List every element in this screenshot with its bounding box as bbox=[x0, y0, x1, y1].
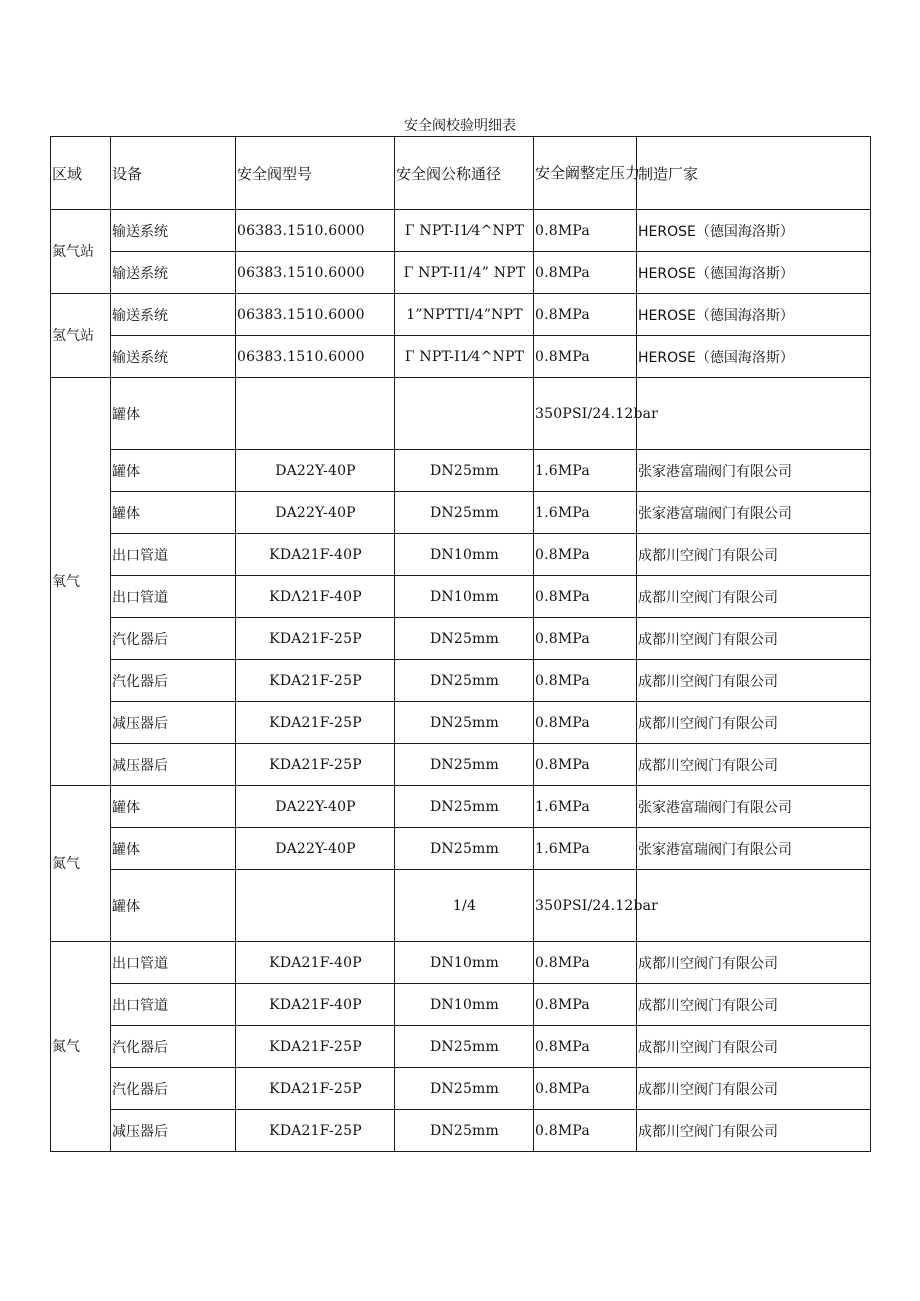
model-cell: KDA21F-40P bbox=[236, 942, 395, 984]
set-pressure-cell: 1.6MPa bbox=[534, 786, 637, 828]
equipment-cell: 减压器后 bbox=[111, 744, 236, 786]
nominal-diameter-cell: DN25mm bbox=[395, 1068, 534, 1110]
model-cell: DA22Y-40P bbox=[236, 786, 395, 828]
set-pressure-cell: 0.8MPa bbox=[534, 252, 637, 294]
nominal-diameter-cell: Γ NPT-I1⁄4^NPT bbox=[395, 210, 534, 252]
equipment-cell: 出口管道 bbox=[111, 984, 236, 1026]
nominal-diameter-cell: DN25mm bbox=[395, 1110, 534, 1152]
set-pressure-cell: 350PSI/24.12bar bbox=[534, 378, 637, 450]
set-pressure-cell: 1.6MPa bbox=[534, 492, 637, 534]
nominal-diameter-cell: DN25mm bbox=[395, 786, 534, 828]
manufacturer-cell: 成都川空阀门有限公司 bbox=[637, 702, 871, 744]
model-cell: 06383.1510.6000 bbox=[236, 210, 395, 252]
nominal-diameter-cell: DN10mm bbox=[395, 984, 534, 1026]
set-pressure-cell: 0.8MPa bbox=[534, 744, 637, 786]
set-pressure-cell: 350PSI/24.12bar bbox=[534, 870, 637, 942]
model-cell: 06383.1510.6000 bbox=[236, 252, 395, 294]
equipment-cell: 输送系统 bbox=[111, 252, 236, 294]
equipment-cell: 输送系统 bbox=[111, 336, 236, 378]
area-cell: 氮气 bbox=[51, 786, 111, 942]
manufacturer-cell: 成都川空阀门有限公司 bbox=[637, 576, 871, 618]
model-cell bbox=[236, 378, 395, 450]
valve-inspection-table bbox=[50, 136, 871, 1152]
table-row bbox=[51, 576, 871, 618]
set-pressure-cell: 1.6MPa bbox=[534, 828, 637, 870]
set-pressure-cell: 0.8MPa bbox=[534, 660, 637, 702]
manufacturer-cell: HEROSE（德国海洛斯） bbox=[637, 336, 871, 378]
nominal-diameter-cell: DN25mm bbox=[395, 450, 534, 492]
equipment-cell: 减压器后 bbox=[111, 1110, 236, 1152]
header-model: 安全阀型号 bbox=[236, 137, 395, 210]
table-row bbox=[51, 786, 871, 828]
table-row bbox=[51, 450, 871, 492]
equipment-cell: 罐体 bbox=[111, 786, 236, 828]
set-pressure-cell: 0.8MPa bbox=[534, 1110, 637, 1152]
header-equipment: 设备 bbox=[111, 137, 236, 210]
table-row bbox=[51, 492, 871, 534]
table-row bbox=[51, 702, 871, 744]
equipment-cell: 出口管道 bbox=[111, 534, 236, 576]
manufacturer-cell: HEROSE（德国海洛斯） bbox=[637, 210, 871, 252]
model-cell: KDA21F-25P bbox=[236, 744, 395, 786]
model-cell: KDA21F-25P bbox=[236, 1110, 395, 1152]
equipment-cell: 出口管道 bbox=[111, 942, 236, 984]
header-row bbox=[51, 137, 871, 210]
manufacturer-cell: 张家港富瑞阀门有限公司 bbox=[637, 492, 871, 534]
table-row bbox=[51, 870, 871, 942]
equipment-cell: 罐体 bbox=[111, 450, 236, 492]
equipment-cell: 罐体 bbox=[111, 828, 236, 870]
table-row bbox=[51, 984, 871, 1026]
model-cell bbox=[236, 870, 395, 942]
manufacturer-cell: 成都川空阀门有限公司 bbox=[637, 744, 871, 786]
model-cell: KDA21F-25P bbox=[236, 1026, 395, 1068]
manufacturer-cell: 张家港富瑞阀门有限公司 bbox=[637, 786, 871, 828]
model-cell: KDA21F-25P bbox=[236, 660, 395, 702]
manufacturer-cell bbox=[637, 870, 871, 942]
manufacturer-cell: 成都川空阀门有限公司 bbox=[637, 534, 871, 576]
nominal-diameter-cell bbox=[395, 378, 534, 450]
nominal-diameter-cell: 1”NPTTI/4”NPT bbox=[395, 294, 534, 336]
equipment-cell: 罐体 bbox=[111, 378, 236, 450]
manufacturer-cell: 成都川空阀门有限公司 bbox=[637, 942, 871, 984]
nominal-diameter-cell: DN25mm bbox=[395, 1026, 534, 1068]
table-body bbox=[51, 210, 871, 1152]
manufacturer-cell: HEROSE（德国海洛斯） bbox=[637, 252, 871, 294]
table-row bbox=[51, 378, 871, 450]
area-cell: 氢气站 bbox=[51, 294, 111, 378]
table-row bbox=[51, 294, 871, 336]
model-cell: DA22Y-40P bbox=[236, 492, 395, 534]
equipment-cell: 输送系统 bbox=[111, 210, 236, 252]
table-row bbox=[51, 660, 871, 702]
nominal-diameter-cell: DN25mm bbox=[395, 492, 534, 534]
equipment-cell: 汽化器后 bbox=[111, 1026, 236, 1068]
set-pressure-cell: 0.8MPa bbox=[534, 1026, 637, 1068]
header-set-pressure: 安全阚整定压力 bbox=[534, 137, 637, 210]
model-cell: DA22Y-40P bbox=[236, 450, 395, 492]
nominal-diameter-cell: Γ NPT-I1/4” NPT bbox=[395, 252, 534, 294]
model-cell: KDA21F-40P bbox=[236, 534, 395, 576]
manufacturer-cell: 张家港富瑞阀门有限公司 bbox=[637, 828, 871, 870]
manufacturer-cell: HEROSE（德国海洛斯） bbox=[637, 294, 871, 336]
model-cell: KDA21F-40P bbox=[236, 984, 395, 1026]
table-row bbox=[51, 252, 871, 294]
manufacturer-cell: 成都川空阀门有限公司 bbox=[637, 1068, 871, 1110]
table-row bbox=[51, 744, 871, 786]
set-pressure-cell: 0.8MPa bbox=[534, 294, 637, 336]
set-pressure-cell: 0.8MPa bbox=[534, 702, 637, 744]
table-row bbox=[51, 534, 871, 576]
set-pressure-cell: 0.8MPa bbox=[534, 984, 637, 1026]
equipment-cell: 汽化器后 bbox=[111, 1068, 236, 1110]
table-row bbox=[51, 336, 871, 378]
table-row bbox=[51, 618, 871, 660]
nominal-diameter-cell: DN25mm bbox=[395, 744, 534, 786]
set-pressure-cell: 0.8MPa bbox=[534, 1068, 637, 1110]
nominal-diameter-cell: DN10mm bbox=[395, 534, 534, 576]
header-manufacturer: 制造厂家 bbox=[637, 137, 871, 210]
equipment-cell: 罐体 bbox=[111, 870, 236, 942]
table-row bbox=[51, 828, 871, 870]
table-row bbox=[51, 1026, 871, 1068]
manufacturer-cell: 成都川空阀门有限公司 bbox=[637, 660, 871, 702]
nominal-diameter-cell: DN25mm bbox=[395, 828, 534, 870]
set-pressure-cell: 0.8MPa bbox=[534, 576, 637, 618]
equipment-cell: 汽化器后 bbox=[111, 660, 236, 702]
manufacturer-cell: 张家港富瑞阀门有限公司 bbox=[637, 450, 871, 492]
area-cell: 氮气 bbox=[51, 942, 111, 1152]
header-nominal-diameter: 安全阀公称通径 bbox=[395, 137, 534, 210]
equipment-cell: 汽化器后 bbox=[111, 618, 236, 660]
nominal-diameter-cell: DN10mm bbox=[395, 576, 534, 618]
model-cell: DA22Y-40P bbox=[236, 828, 395, 870]
nominal-diameter-cell: DN10mm bbox=[395, 942, 534, 984]
equipment-cell: 输送系统 bbox=[111, 294, 236, 336]
equipment-cell: 罐体 bbox=[111, 492, 236, 534]
area-cell: 氧气 bbox=[51, 378, 111, 786]
model-cell: KDA21F-25P bbox=[236, 702, 395, 744]
model-cell: KDΛ21F-40P bbox=[236, 576, 395, 618]
set-pressure-cell: 0.8MPa bbox=[534, 618, 637, 660]
nominal-diameter-cell: DN25mm bbox=[395, 618, 534, 660]
manufacturer-cell: 成都川空阀门有限公司 bbox=[637, 984, 871, 1026]
model-cell: 06383.1510.6000 bbox=[236, 294, 395, 336]
table-row bbox=[51, 210, 871, 252]
table-row bbox=[51, 942, 871, 984]
model-cell: 06383.1510.6000 bbox=[236, 336, 395, 378]
document-title: 安全阀校验明细表 bbox=[404, 118, 516, 134]
manufacturer-cell bbox=[637, 378, 871, 450]
area-cell: 氮气站 bbox=[51, 210, 111, 294]
model-cell: KDA21F-25P bbox=[236, 1068, 395, 1110]
manufacturer-cell: 成都川空阀门有限公司 bbox=[637, 1026, 871, 1068]
manufacturer-cell: 成都川空阀门有限公司 bbox=[637, 618, 871, 660]
nominal-diameter-cell: 1/4 bbox=[395, 870, 534, 942]
set-pressure-cell: 0.8MPa bbox=[534, 336, 637, 378]
header-area: 区域 bbox=[51, 137, 111, 210]
nominal-diameter-cell: DN25mm bbox=[395, 660, 534, 702]
model-cell: KDA21F-25P bbox=[236, 618, 395, 660]
manufacturer-cell: 成都川空阀门有限公司 bbox=[637, 1110, 871, 1152]
set-pressure-cell: 1.6MPa bbox=[534, 450, 637, 492]
set-pressure-cell: 0.8MPa bbox=[534, 210, 637, 252]
equipment-cell: 出口管道 bbox=[111, 576, 236, 618]
table-row bbox=[51, 1068, 871, 1110]
table-row bbox=[51, 1110, 871, 1152]
set-pressure-cell: 0.8MPa bbox=[534, 942, 637, 984]
set-pressure-cell: 0.8MPa bbox=[534, 534, 637, 576]
nominal-diameter-cell: DN25mm bbox=[395, 702, 534, 744]
nominal-diameter-cell: Γ NPT-I1⁄4^NPT bbox=[395, 336, 534, 378]
equipment-cell: 减压器后 bbox=[111, 702, 236, 744]
